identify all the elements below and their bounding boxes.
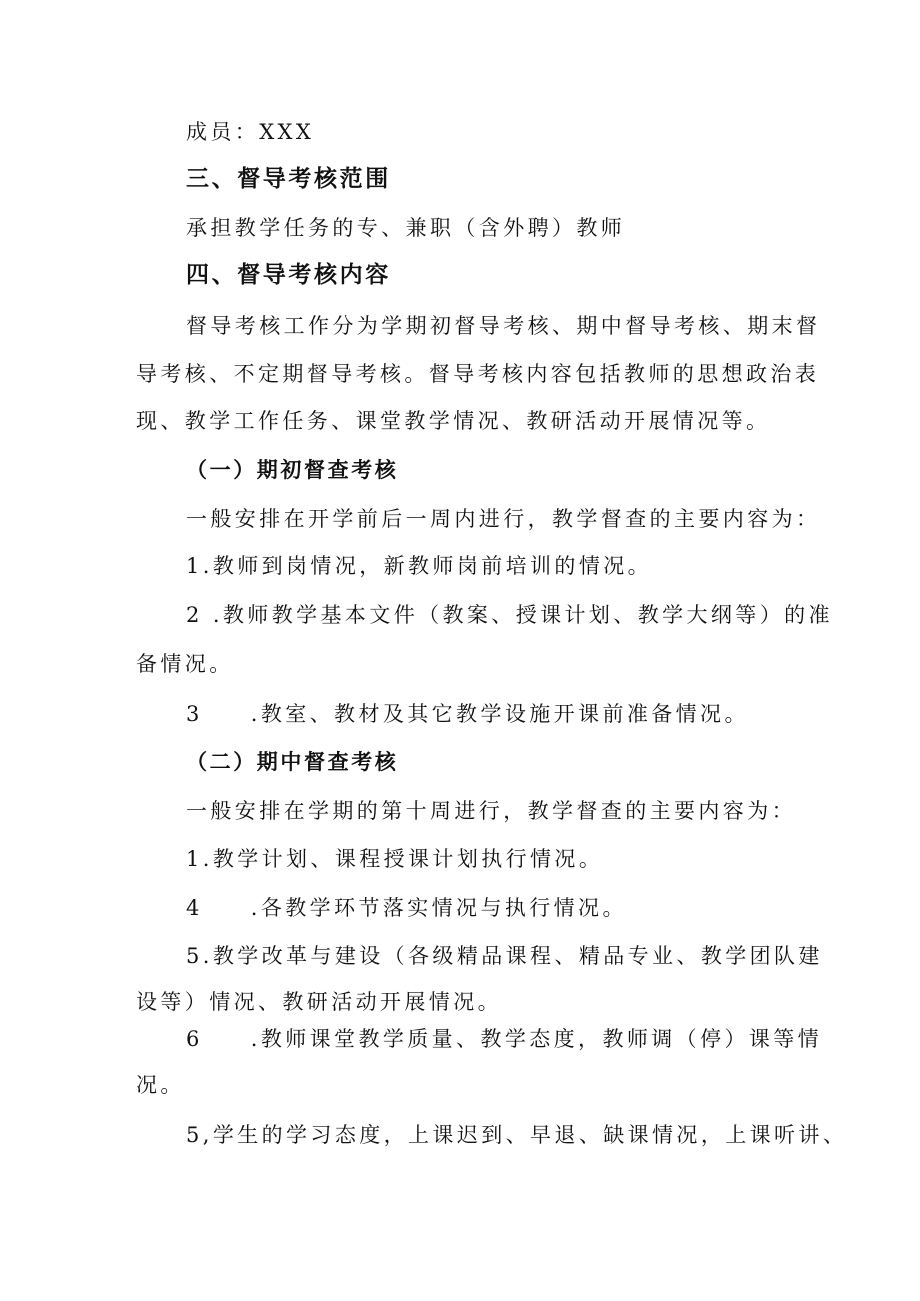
initial-item-1: 1.教师到岗情况，新教师岗前培训的情况。 [186, 554, 653, 578]
content-para-line-1: 督导考核工作分为学期初督导考核、期中督导考核、期末督 [186, 314, 821, 338]
content-para-line-3: 现、教学工作任务、课堂教学情况、教研活动开展情况等。 [136, 409, 771, 433]
subsection-heading-initial: （一）期初督查考核 [186, 458, 399, 482]
initial-item-2-line-1: 2 .教师教学基本文件（教案、授课计划、教学大纲等）的准 [186, 603, 833, 627]
midterm-item-student: 5,学生的学习态度，上课迟到、早退、缺课情况，上课听讲、 [186, 1123, 848, 1147]
midterm-item-4-number: 4 [186, 896, 203, 920]
midterm-item-4 [186, 894, 627, 922]
midterm-item-5-line-1: 5.教学改革与建设（各级精品课程、精品专业、教学团队建 [186, 944, 823, 968]
midterm-intro: 一般安排在学期的第十周进行，教学督查的主要内容为： [186, 799, 796, 823]
midterm-item-4-text: .各教学环节落实情况与执行情况。 [250, 896, 627, 920]
initial-item-3-text: .教室、教材及其它教学设施开课前准备情况。 [250, 702, 749, 726]
midterm-item-1: 1.教学计划、课程授课计划执行情况。 [186, 847, 604, 871]
subsection-heading-midterm: （二）期中督查考核 [186, 750, 399, 774]
initial-intro: 一般安排在开学前后一周内进行，教学督查的主要内容为： [186, 507, 821, 531]
initial-item-3 [186, 700, 749, 728]
section-heading-scope: 三、督导考核范围 [186, 166, 391, 192]
content-para-line-2: 导考核、不定期督导考核。督导考核内容包括教师的思想政治表 [136, 362, 820, 386]
initial-item-3-number: 3 [186, 702, 203, 726]
midterm-item-6-continuation: 况。 [136, 1073, 185, 1097]
scope-body: 承担教学任务的专、兼职（含外聘）教师 [186, 216, 626, 240]
members-line: 成员：XXX [186, 120, 315, 144]
midterm-item-6-text: .教师课堂教学质量、教学态度，教师调（停）课等情 [250, 1027, 823, 1051]
initial-item-2-line-2: 备情况。 [136, 652, 234, 676]
section-heading-content: 四、督导考核内容 [186, 262, 391, 288]
midterm-item-5-line-2: 设等）情况、教研活动开展情况。 [136, 990, 502, 1014]
midterm-item-6-number: 6 [186, 1027, 203, 1051]
midterm-item-6 [186, 1025, 822, 1053]
